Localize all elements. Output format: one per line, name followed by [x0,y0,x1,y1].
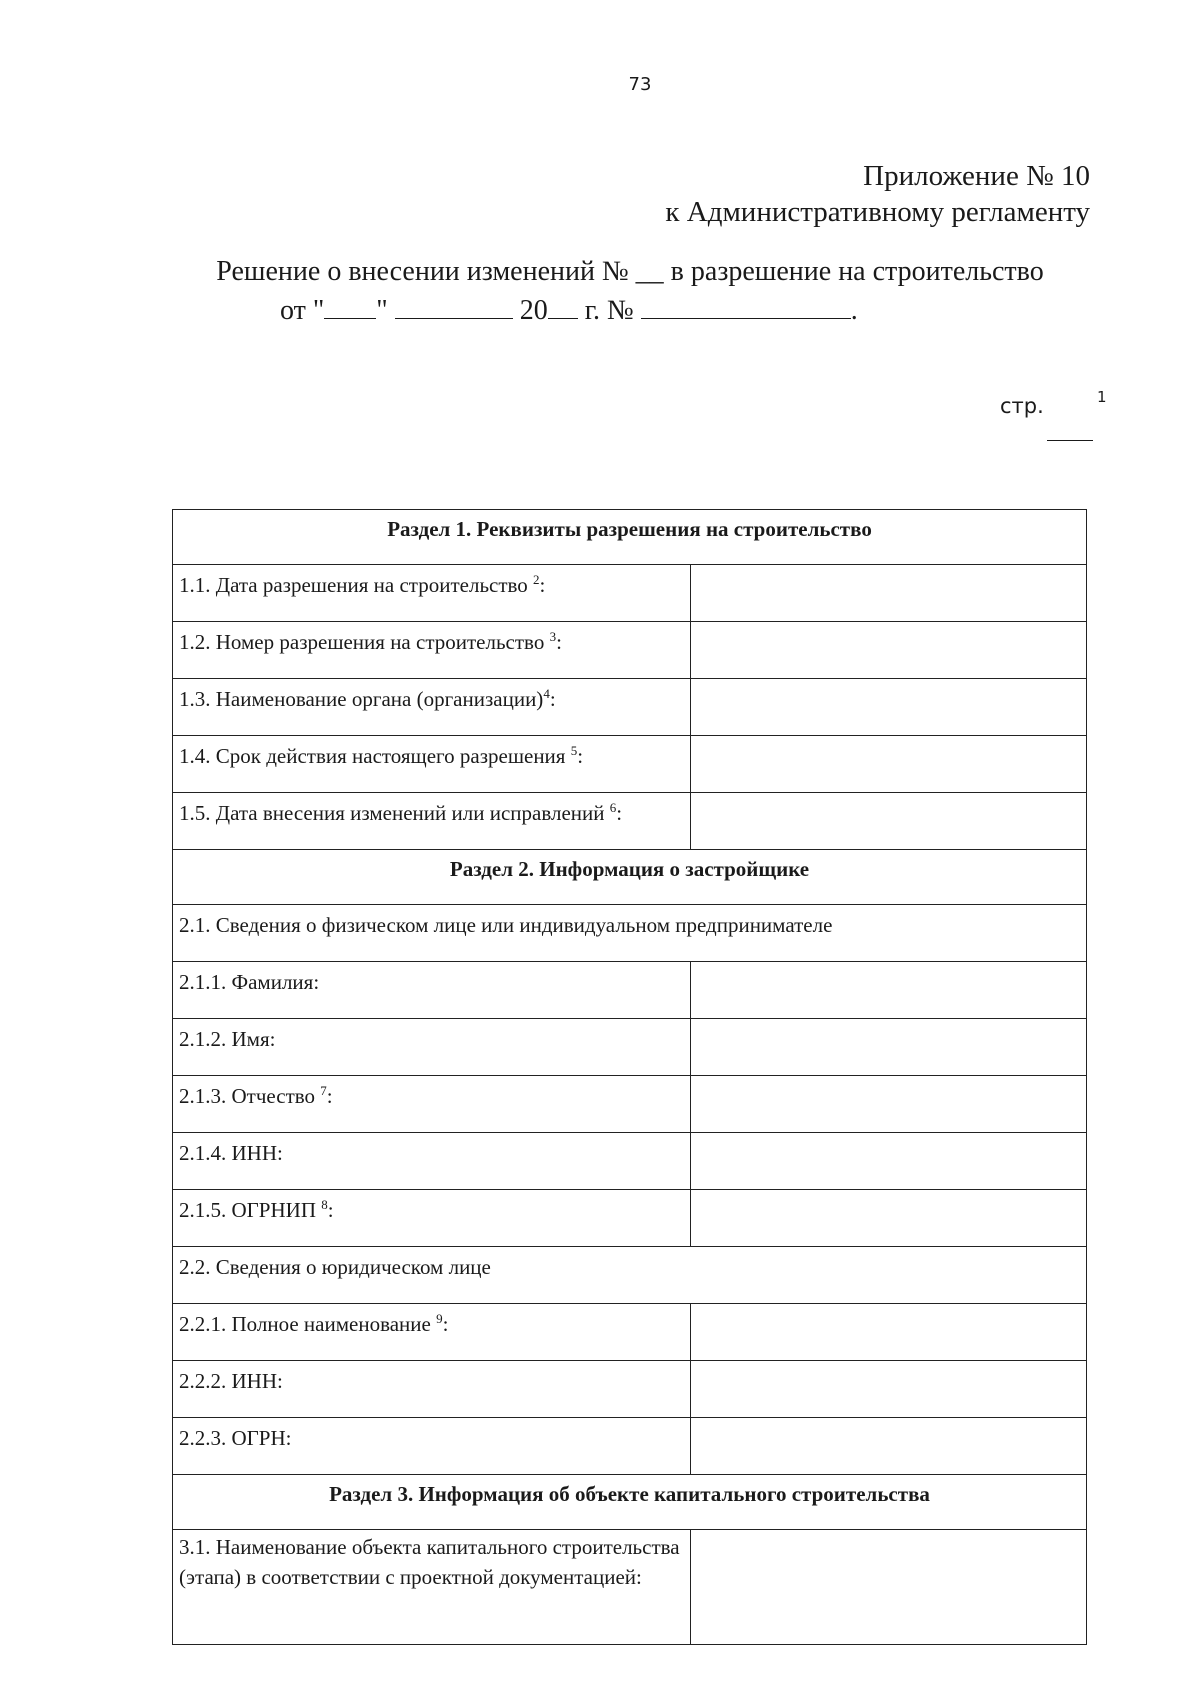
section-header [173,850,1087,905]
number-blank [641,292,851,319]
field-label: 2.2.1. Полное наименование $^9$: [173,1304,691,1361]
table-row [173,1304,1087,1361]
object-name-field[interactable] [691,1530,1087,1645]
year-blank [548,292,578,319]
change-date-field[interactable] [691,793,1087,850]
permit-change-form [172,509,1087,1645]
permit-number-field[interactable] [691,622,1087,679]
table-row [173,1019,1087,1076]
table-row [173,1133,1087,1190]
table-row [173,1530,1087,1645]
table-row [173,679,1087,736]
section-1-title: Раздел 1. Реквизиты разрешения на строительство [173,510,1087,565]
subsection-individual: 2.1. Сведения о физическом лице или индивидуальном предпринимателе [173,905,1087,962]
table-row [173,622,1087,679]
month-blank [395,292,513,319]
document-title-date-line [280,292,858,330]
title-from: от " [280,295,325,326]
page-ref-footnote: 1 [1097,388,1107,406]
patronymic-field[interactable] [691,1076,1087,1133]
legal-inn-field[interactable] [691,1361,1087,1418]
subsection-legal-entity: 2.2. Сведения о юридическом лице [173,1247,1087,1304]
field-label: 2.2.3. ОГРН: [173,1418,691,1475]
document-title: Решение о внесении изменений № __ в разрешение на строительство [216,256,1044,287]
permit-date-field[interactable] [691,565,1087,622]
table-row [173,1190,1087,1247]
table-row [173,905,1087,962]
appendix-number: Приложение № 10 [863,160,1090,192]
section-3-title: Раздел 3. Информация об объекте капитального строительства [173,1475,1087,1530]
table-row [173,793,1087,850]
title-quote-close: " [376,295,388,326]
full-name-field[interactable] [691,1304,1087,1361]
table-row [173,1361,1087,1418]
table-row [173,1418,1087,1475]
title-year-suffix: г. № [584,295,634,326]
surname-field[interactable] [691,962,1087,1019]
table-row [173,736,1087,793]
validity-period-field[interactable] [691,736,1087,793]
section-header [173,510,1087,565]
field-label: 2.2.2. ИНН: [173,1361,691,1418]
individual-inn-field[interactable] [691,1133,1087,1190]
appendix-reference: к Административному регламенту [665,196,1090,228]
field-label: 2.1.4. ИНН: [173,1133,691,1190]
field-label: 2.1.5. ОГРНИП $^8$: [173,1190,691,1247]
field-label: 3.1. Наименование объекта капитального строительства (этапа) в соответствии с проектной документацией: [173,1530,691,1645]
field-label: 1.2. Номер разрешения на строительство $^3$: [173,622,691,679]
table-row [173,1247,1087,1304]
page-ref-label: стр. [1000,394,1044,418]
field-label: 1.4. Срок действия настоящего разрешения $^5$: [173,736,691,793]
title-year-prefix: 20 [519,295,548,326]
table-row [173,1076,1087,1133]
section-2-title: Раздел 2. Информация о застройщике [173,850,1087,905]
field-label: 1.1. Дата разрешения на строительство $^2$: [173,565,691,622]
table-row [173,962,1087,1019]
table-row [173,565,1087,622]
page-ref-blank [1047,440,1093,441]
field-label: 1.5. Дата внесения изменений или исправлений $^6$: [173,793,691,850]
section-header [173,1475,1087,1530]
field-label: 2.1.3. Отчество $^7$: [173,1076,691,1133]
ogrnip-field[interactable] [691,1190,1087,1247]
first-name-field[interactable] [691,1019,1087,1076]
page-number: 73 [628,74,652,95]
day-blank [324,292,376,319]
field-label: 1.3. Наименование органа (организации)$^4$: [173,679,691,736]
authority-name-field[interactable] [691,679,1087,736]
appendix-header [665,158,1090,230]
ogrn-field[interactable] [691,1418,1087,1475]
title-end: . [850,295,858,326]
field-label: 2.1.1. Фамилия: [173,962,691,1019]
field-label: 2.1.2. Имя: [173,1019,691,1076]
